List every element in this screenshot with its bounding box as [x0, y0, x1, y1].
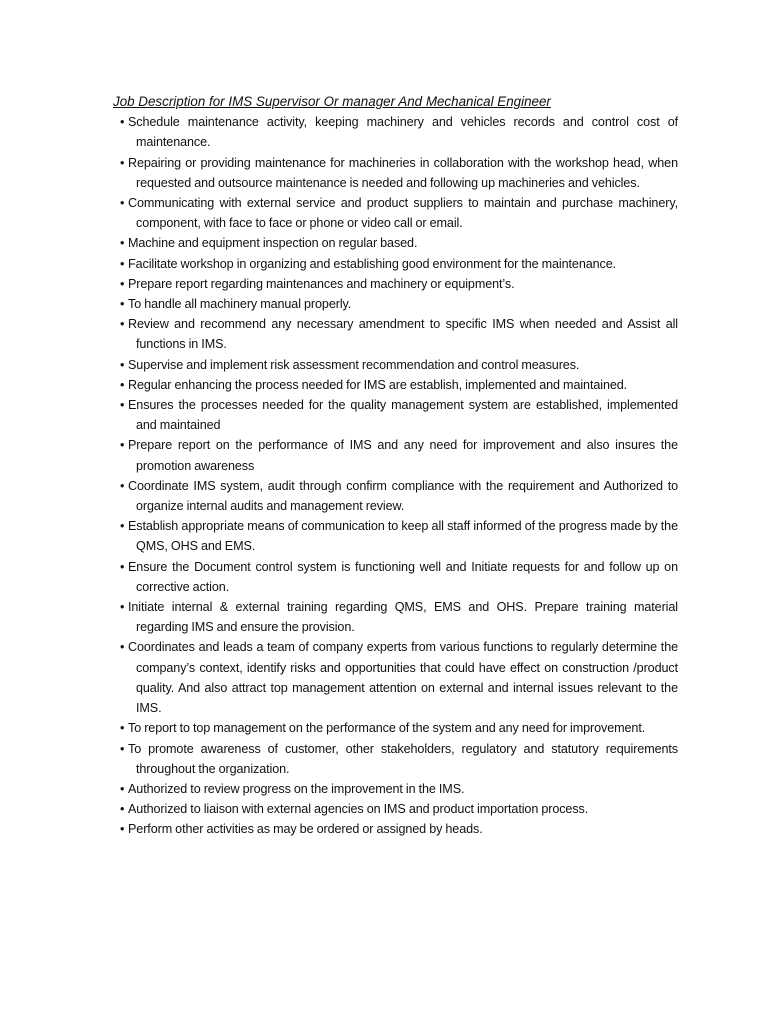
list-item-text: Coordinates and leads a team of company experts from various functions to regularly determine the company’s context, identify risks and opportunities that could have effect on construction /product quality. And also attract top management attention on external and internal issues relevant to the IMS. — [128, 640, 678, 716]
list-item-text: Initiate internal & external training regarding QMS, EMS and OHS. Prepare training material regarding IMS and ensure the provision. — [128, 600, 678, 635]
document-body — [112, 92, 678, 840]
bullet-icon: • — [120, 115, 125, 130]
list-item — [112, 597, 678, 637]
list-item — [112, 314, 678, 354]
list-item-text: Machine and equipment inspection on regular based. — [128, 236, 418, 251]
list-item — [112, 153, 678, 193]
bullet-icon: • — [120, 519, 125, 534]
bullet-icon: • — [120, 155, 125, 170]
list-item-text: Establish appropriate means of communication to keep all staff informed of the progress made by the QMS, OHS and EMS. — [128, 519, 678, 554]
list-item-text: Authorized to review progress on the improvement in the IMS. — [128, 781, 465, 796]
list-item-text: Communicating with external service and product suppliers to maintain and purchase machinery, component, with face to face or phone or video call or email. — [128, 196, 678, 231]
bullet-icon: • — [120, 196, 125, 211]
bullet-icon: • — [120, 822, 125, 837]
bullet-icon: • — [120, 559, 125, 574]
bullet-icon: • — [120, 377, 125, 392]
list-item-text: Prepare report regarding maintenances and machinery or equipment’s. — [128, 276, 515, 291]
list-item — [112, 739, 678, 779]
list-item — [112, 193, 678, 233]
list-item — [112, 294, 678, 314]
list-item — [112, 355, 678, 375]
bullet-icon: • — [120, 721, 125, 736]
bullet-icon: • — [120, 297, 125, 312]
list-item — [112, 637, 678, 718]
list-item-text: To promote awareness of customer, other stakeholders, regulatory and statutory requirements throughout the organization. — [128, 741, 678, 776]
list-item-text: Ensures the processes needed for the quality management system are established, implemented and maintained — [128, 398, 678, 433]
list-item-text: Prepare report on the performance of IMS and any need for improvement and also insures the promotion awareness — [128, 438, 678, 473]
list-item — [112, 274, 678, 294]
list-item — [112, 476, 678, 516]
job-duties-list — [112, 112, 678, 839]
list-item — [112, 254, 678, 274]
list-item — [112, 557, 678, 597]
list-item-text: Coordinate IMS system, audit through confirm compliance with the requirement and Authorized to organize internal audits and management review. — [128, 478, 678, 514]
document-title: Job Description for IMS Supervisor Or manager And Mechanical Engineer — [113, 94, 551, 109]
list-item-text: Review and recommend any necessary amendment to specific IMS when needed and Assist all functions in IMS. — [128, 317, 678, 352]
list-item — [112, 799, 678, 819]
bullet-icon: • — [120, 317, 125, 332]
bullet-icon: • — [120, 398, 125, 413]
list-item — [112, 779, 678, 799]
bullet-icon: • — [120, 256, 125, 271]
list-item-text: Facilitate workshop in organizing and establishing good environment for the maintenance. — [128, 256, 617, 271]
list-item — [112, 718, 678, 738]
list-item — [112, 233, 678, 253]
bullet-icon: • — [120, 438, 125, 453]
bullet-icon: • — [120, 802, 125, 817]
list-item-text: Repairing or providing maintenance for machineries in collaboration with the workshop head, when requested and outsource maintenance is needed and following up machineries and vehicles. — [128, 155, 678, 190]
list-item — [112, 435, 678, 475]
list-item-text: Ensure the Document control system is functioning well and Initiate requests for and follow up on corrective action. — [128, 559, 678, 594]
list-item-text: To handle all machinery manual properly. — [128, 297, 352, 312]
bullet-icon: • — [120, 781, 125, 796]
list-item-text: Regular enhancing the process needed for IMS are establish, implemented and maintained. — [128, 377, 628, 392]
bullet-icon: • — [120, 276, 125, 291]
list-item — [112, 112, 678, 152]
bullet-icon: • — [120, 236, 125, 251]
bullet-icon: • — [120, 478, 125, 493]
list-item — [112, 516, 678, 556]
list-item-text: Perform other activities as may be ordered or assigned by heads. — [128, 822, 483, 837]
bullet-icon: • — [120, 640, 125, 655]
list-item — [112, 375, 678, 395]
bullet-icon: • — [120, 741, 125, 756]
list-item-text: Authorized to liaison with external agencies on IMS and product importation process. — [128, 802, 589, 817]
bullet-icon: • — [120, 357, 125, 372]
list-item-text: To report to top management on the performance of the system and any need for improvement. — [128, 721, 646, 736]
list-item — [112, 395, 678, 435]
bullet-icon: • — [120, 600, 125, 615]
list-item — [112, 819, 678, 839]
list-item-text: Schedule maintenance activity, keeping machinery and vehicles records and control cost of maintenance. — [128, 115, 678, 150]
list-item-text: Supervise and implement risk assessment recommendation and control measures. — [128, 357, 580, 372]
